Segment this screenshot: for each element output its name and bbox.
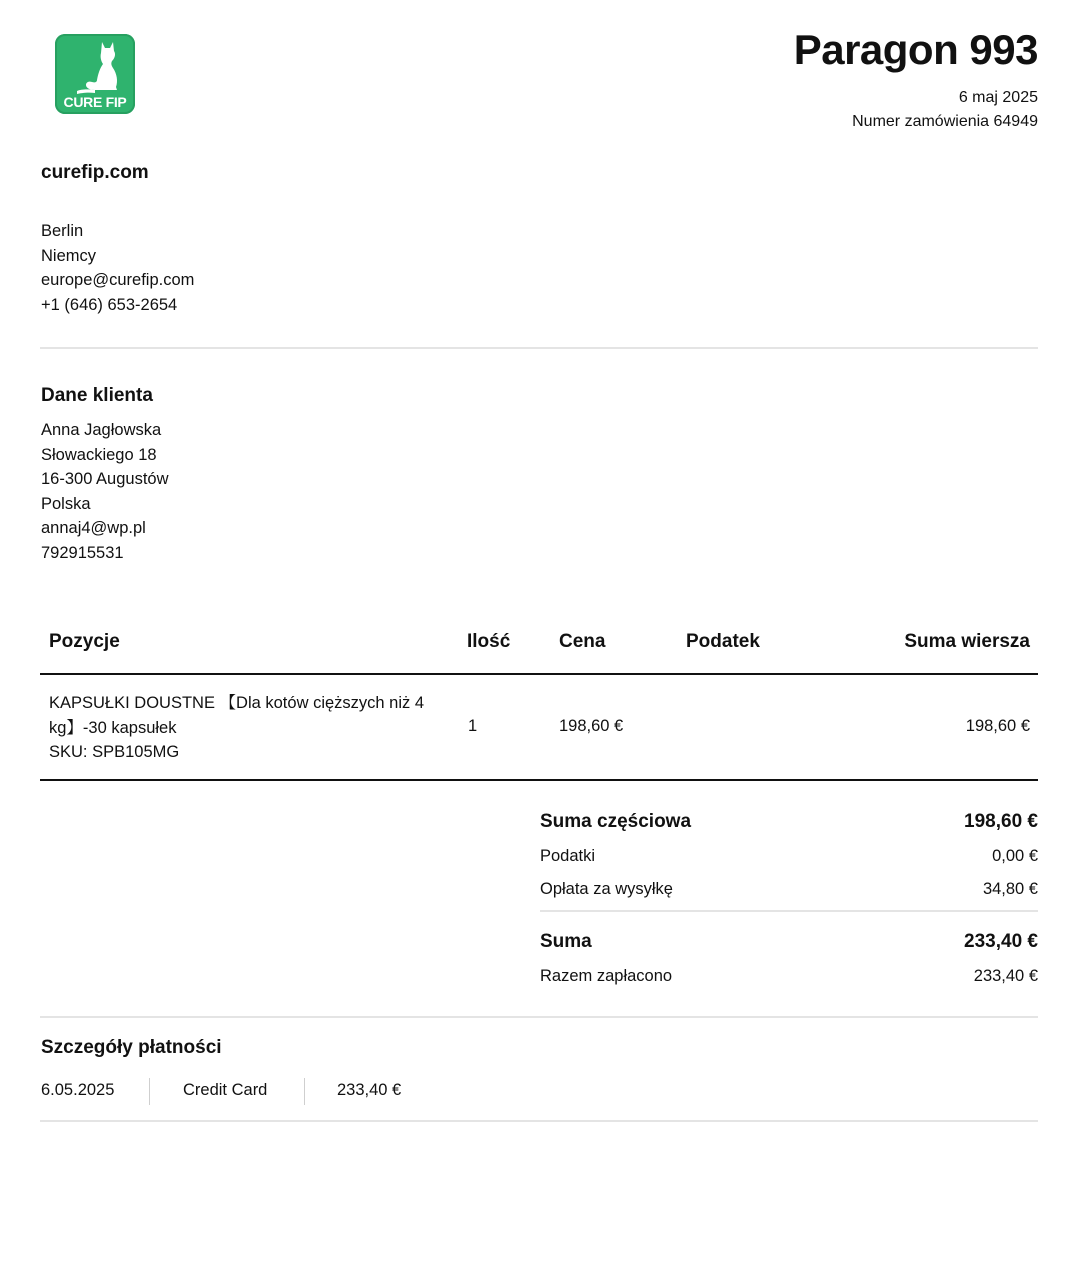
customer-phone[interactable]: 792915531	[41, 543, 124, 562]
payment-method: Credit Card	[183, 1081, 268, 1099]
order-number: Numer zamówienia 64949	[852, 113, 1038, 130]
paid-value: 233,40 €	[973, 967, 1038, 985]
payment-section-title: Szczegóły płatności	[41, 1037, 222, 1058]
customer-details	[41, 418, 169, 565]
seller-country: Niemcy	[41, 246, 97, 265]
column-header-line-total: Suma wiersza	[904, 631, 1030, 652]
receipt-date: 6 maj 2025	[958, 89, 1038, 106]
payment-separator	[149, 1078, 150, 1105]
customer-street: Słowackiego 18	[41, 445, 157, 464]
item-name-line2: kg】-30 kapsułek	[49, 718, 177, 737]
customer-country: Polska	[41, 494, 91, 513]
paid-label: Razem zapłacono	[540, 967, 673, 985]
subtotal-label: Suma częściowa	[540, 811, 692, 832]
item-line-total: 198,60 €	[965, 717, 1030, 735]
page-title: Paragon 993	[793, 26, 1038, 73]
seller-email[interactable]: europe@curefip.com	[41, 271, 195, 289]
section-divider	[40, 1016, 1038, 1018]
column-header-price: Cena	[559, 631, 606, 652]
payment-date: 6.05.2025	[41, 1081, 115, 1099]
seller-name: curefip.com	[41, 162, 149, 183]
table-footer-rule	[40, 779, 1038, 781]
brand-logo	[55, 34, 135, 114]
column-header-item: Pozycje	[49, 631, 120, 652]
totals-divider	[540, 910, 1038, 912]
item-name-line1: KAPSUŁKI DOUSTNE 【Dla kotów cięższych niż 4	[49, 694, 425, 712]
total-value: 233,40 €	[964, 931, 1038, 952]
seller-phone[interactable]: +1 (646) 653-2654	[41, 295, 178, 314]
table-header-rule	[40, 673, 1038, 675]
column-header-qty: Ilość	[467, 631, 511, 652]
table-row	[49, 691, 444, 765]
payment-separator	[304, 1078, 305, 1105]
item-price: 198,60 €	[559, 717, 624, 735]
column-header-tax: Podatek	[686, 631, 760, 652]
seller-address	[41, 219, 194, 317]
item-qty: 1	[468, 717, 478, 735]
payment-amount: 233,40 €	[337, 1081, 402, 1099]
section-divider	[40, 1120, 1038, 1122]
logo-text: CURE FIP	[63, 94, 127, 110]
item-sku: SKU: SPB105MG	[49, 743, 180, 761]
customer-email[interactable]: annaj4@wp.pl	[41, 519, 146, 537]
section-divider	[40, 347, 1038, 349]
seller-city: Berlin	[41, 222, 84, 240]
subtotal-value: 198,60 €	[964, 811, 1038, 832]
shipping-label: Opłata za wysyłkę	[540, 880, 673, 898]
total-label: Suma	[540, 931, 592, 952]
customer-section-title: Dane klienta	[41, 385, 153, 406]
shipping-value: 34,80 €	[982, 880, 1038, 898]
tax-value: 0,00 €	[992, 847, 1038, 865]
tax-label: Podatki	[540, 847, 596, 865]
customer-postal-city: 16-300 Augustów	[41, 470, 169, 488]
customer-name: Anna Jagłowska	[41, 421, 162, 439]
